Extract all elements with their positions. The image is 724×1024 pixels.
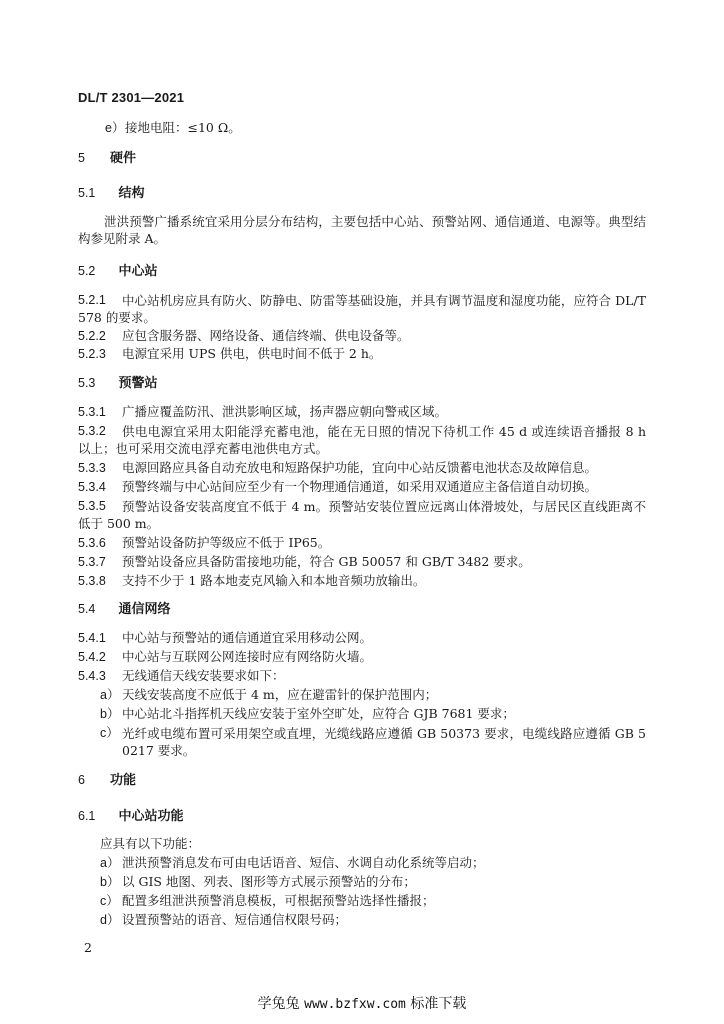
- section-title: 中心站: [118, 264, 158, 279]
- watermark-footer: [0, 993, 724, 1013]
- section-title: 中心站功能: [118, 809, 184, 824]
- section-number: 5.1: [78, 186, 96, 200]
- clause-number: 5.4.2: [78, 650, 106, 664]
- section-title: 结构: [118, 186, 145, 201]
- clause-text: 预警站设备应具备防雷接地功能，符合 GB 50057 和 GB/T 3482 要求。: [122, 554, 531, 569]
- section-heading: [78, 601, 170, 618]
- clause-number: 5.3.5: [78, 499, 106, 513]
- section-number: 5.4: [78, 602, 96, 616]
- clause-number: 5.3.2: [78, 424, 106, 438]
- footer-site-name: 学兔兔: [257, 996, 300, 1012]
- section-title: 通信网络: [118, 602, 171, 617]
- section-heading: [78, 808, 183, 825]
- clause-number: 5.3.8: [78, 574, 106, 588]
- clause-text: 预警站设备安装高度宜不低于 4 m。预警站安装位置应远离山体滑坡处，与居民区直线距离不低于 500 m。: [78, 499, 646, 531]
- paragraph-text: 泄洪预警广播系统宜采用分层分布结构，主要包括中心站、预警站网、通信通道、电源等。典型结构参见附录 A。: [78, 214, 646, 246]
- paragraph-text: 应具有以下功能：: [100, 836, 201, 851]
- clause-text: 预警站设备防护等级应不低于 IP65。: [122, 535, 331, 550]
- list-item-text: 泄洪预警消息发布可由电话语音、短信、水调自动化系统等启动；: [122, 855, 485, 870]
- list-item-label: b）: [100, 875, 120, 889]
- section-number: 5.3: [78, 376, 96, 390]
- clause-text: 无线通信天线安装要求如下：: [122, 668, 285, 683]
- clause-text: 供电电源宜采用太阳能浮充蓄电池，能在无日照的情况下待机工作 45 d 或连续语音播报 8 h 以上；也可采用交流电浮充蓄电池供电方式。: [78, 424, 646, 456]
- clause-number: 5.2.3: [78, 347, 106, 361]
- list-item-label: e）: [105, 121, 125, 135]
- clause-number: 5.4.1: [78, 631, 106, 645]
- clause-text: 中心站与预警站的通信通道宜采用移动公网。: [122, 630, 373, 645]
- section-number: 6: [78, 773, 85, 787]
- list-item-label: a）: [100, 856, 120, 870]
- page-number: 2: [84, 940, 92, 955]
- list-item-text: 中心站北斗指挥机天线应安装于室外空旷处，应符合 GJB 7681 要求；: [122, 706, 515, 721]
- list-item-label: a）: [100, 688, 120, 702]
- clause-text: 电源宜采用 UPS 供电，供电时间不低于 2 h。: [122, 346, 382, 361]
- section-number: 5.2: [78, 264, 96, 278]
- clause-number: 5.3.4: [78, 480, 106, 494]
- list-item-label: c）: [100, 726, 119, 740]
- clause-text: 中心站与互联网公网连接时应有网络防火墙。: [122, 649, 373, 664]
- clause-number: 5.2.2: [78, 329, 106, 343]
- clause-text: 中心站机房应具有防火、防静电、防雷等基础设施，并具有调节温度和湿度功能，应符合 DL/T 578 的要求。: [78, 293, 646, 325]
- list-item-text: 设置预警站的语音、短信通信权限号码；: [122, 912, 348, 927]
- list-item-label: c）: [100, 894, 119, 908]
- clause-number: 5.3.6: [78, 536, 106, 550]
- document-code: DL/T 2301—2021: [78, 90, 185, 105]
- section-heading: [78, 185, 144, 202]
- clause-number: 5.4.3: [78, 669, 106, 683]
- section-number: 6.1: [78, 809, 96, 823]
- list-item-text: 以 GIS 地图、列表、图形等方式展示预警站的分布；: [122, 874, 416, 889]
- section-title: 预警站: [118, 376, 158, 391]
- list-item-text: 光纤或电缆布置可采用架空或直埋，光缆线路应遵循 GB 50373 要求，电缆线路应遵循 GB 50217 要求。: [122, 726, 646, 758]
- list-item-text: 配置多组泄洪预警消息模板，可根据预警站选择性播报；: [122, 893, 435, 908]
- clause-text: 应包含服务器、网络设备、通信终端、供电设备等。: [122, 328, 410, 343]
- clause-number: 5.3.3: [78, 461, 106, 475]
- footer-tagline: 标准下载: [410, 996, 467, 1012]
- list-item-label: d）: [100, 913, 120, 927]
- section-title: 硬件: [110, 151, 137, 166]
- section-title: 功能: [110, 773, 137, 788]
- list-item-text: 接地电阻：≤10 Ω。: [125, 120, 241, 135]
- clause-text: 预警终端与中心站间应至少有一个物理通信通道，如采用双通道应主备信道自动切换。: [122, 479, 598, 494]
- section-number: 5: [78, 151, 85, 165]
- section-heading: [78, 375, 157, 392]
- clause-number: 5.3.1: [78, 405, 106, 419]
- section-heading: [78, 150, 136, 167]
- list-item-text: 天线安装高度不应低于 4 m，应在避雷针的保护范围内；: [122, 687, 438, 702]
- section-heading: [78, 772, 136, 789]
- clause-text: 广播应覆盖防汛、泄洪影响区域，扬声器应朝向警戒区域。: [122, 404, 448, 419]
- footer-url[interactable]: www.bzfxw.com: [304, 997, 406, 1012]
- clause-number: 5.2.1: [78, 293, 106, 307]
- clause-number: 5.3.7: [78, 555, 106, 569]
- section-heading: [78, 263, 157, 280]
- list-item-label: b）: [100, 707, 120, 721]
- clause-text: 电源回路应具备自动充放电和短路保护功能，宜向中心站反馈蓄电池状态及故障信息。: [122, 460, 598, 475]
- clause-text: 支持不少于 1 路本地麦克风输入和本地音频功放输出。: [122, 573, 426, 588]
